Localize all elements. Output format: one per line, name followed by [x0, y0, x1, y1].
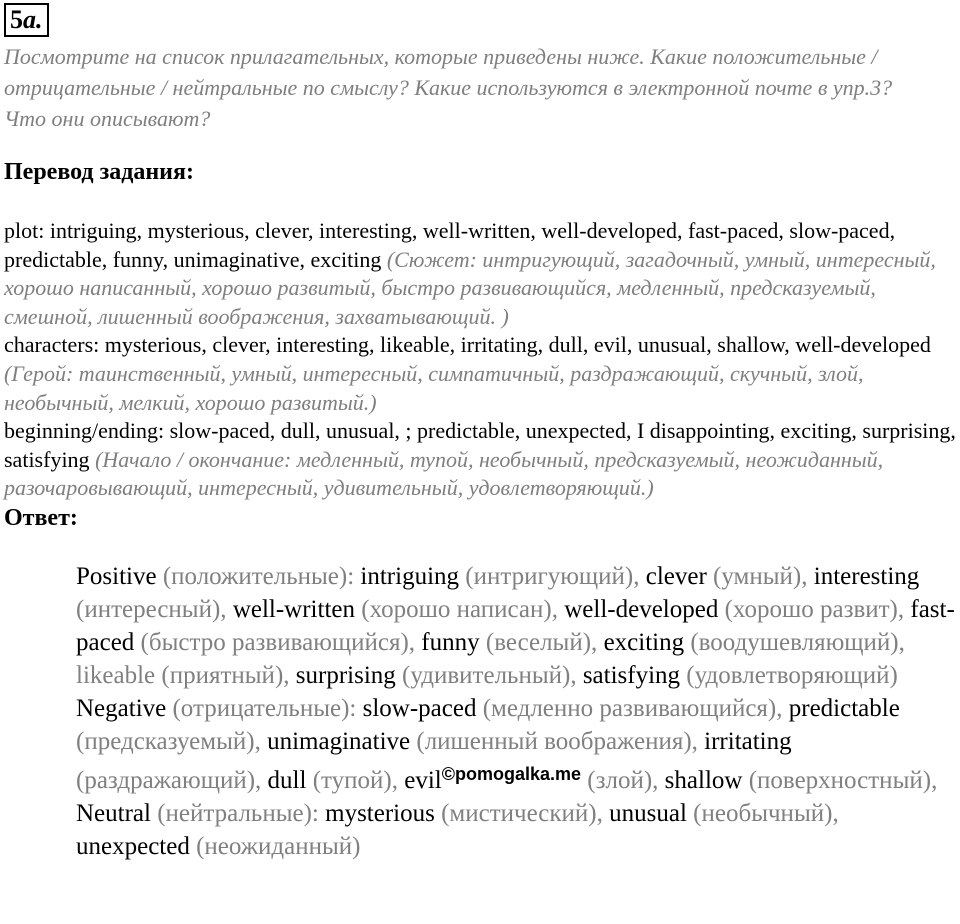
exercise-number: 5 — [10, 5, 23, 34]
answer-word: intriguing — [360, 563, 460, 590]
answer-translation: (поверхностный), — [748, 767, 938, 794]
translation-heading: Перевод задания: — [4, 159, 194, 185]
answer-word: well-developed — [564, 596, 719, 623]
plot-paragraph — [4, 217, 956, 331]
answer-word: surprising — [295, 662, 396, 689]
answer-translation: (быстро развивающийся), — [140, 629, 416, 656]
negative-paragraph — [76, 692, 956, 797]
translation-block — [4, 217, 956, 503]
answer-word: interesting — [813, 563, 920, 590]
exercise-number-badge — [4, 3, 49, 37]
answer-translation: (медленно развивающийся), — [482, 695, 783, 722]
watermark: ©pomogalka.me — [441, 764, 582, 784]
answer-translation: (умный), — [713, 563, 808, 590]
answer-word: slow-paced — [362, 695, 477, 722]
answer-translation: (удивительный), — [402, 662, 577, 689]
answer-translation: (интригующий), — [465, 563, 640, 590]
beginning-paragraph — [4, 417, 956, 503]
answer-heading: Ответ: — [4, 505, 78, 531]
answer-translation: (раздражающий), — [76, 767, 262, 794]
answer-word: mysterious — [325, 800, 435, 827]
characters-english: characters: mysterious, clever, interesting, likeable, irritating, dull, evil, unusual, shallow, well-developed — [4, 332, 931, 358]
answer-block — [76, 560, 956, 863]
answer-translation: (удовлетворяющий) — [686, 662, 898, 689]
exercise-letter: a. — [23, 5, 43, 34]
answer-word: irritating — [704, 728, 792, 755]
answer-translation: (хорошо развит), — [724, 596, 905, 623]
answer-word: predictable — [788, 695, 900, 722]
answer-word: funny — [421, 629, 480, 656]
answer-translation: (интересный), — [76, 596, 227, 623]
answer-translation: (предсказуемый), — [76, 728, 261, 755]
beginning-english: beginning/ending: slow-paced, dull, unusual, ; predictable, unexpected, I disappointing, exciting, surprising, satisfying — [4, 418, 956, 472]
answer-translation: (положительные): — [162, 563, 355, 590]
task-text: Посмотрите на список прилагательных, которые приведены ниже. Какие положительные / отрицательные / нейтральные по смыслу? Какие используются в электронной почте в упр.3? Что они описывают? — [4, 44, 893, 131]
answer-translation: (тупой), — [312, 767, 398, 794]
answer-word: Positive — [76, 563, 157, 590]
answer-word: Negative — [76, 695, 167, 722]
answer-word: satisfying — [582, 662, 681, 689]
answer-word: Neutral — [76, 800, 151, 827]
characters-russian: (Герой: таинственный, умный, интересный, симпатичный, раздражающий, скучный, злой, необычный, мелкий, хорошо развитый.) — [4, 360, 864, 415]
answer-translation: (хорошо написан), — [361, 596, 558, 623]
answer-word: dull — [267, 767, 307, 794]
answer-word: exciting — [603, 629, 685, 656]
answer-word: unusual — [609, 800, 687, 827]
answer-word: shallow — [664, 767, 743, 794]
answer-word: well-written — [232, 596, 355, 623]
answer-translation: (отрицательные): — [172, 695, 357, 722]
characters-paragraph — [4, 331, 956, 417]
answer-translation: (необычный), — [693, 800, 839, 827]
answer-translation: (воодушевляющий), likeable (приятный), — [76, 629, 905, 689]
answer-translation: (нейтральные): — [157, 800, 319, 827]
answer-translation: (веселый), — [485, 629, 598, 656]
answer-word: unimaginative — [267, 728, 411, 755]
answer-word: evil — [404, 767, 442, 794]
answer-translation: (лишенный воображения), — [416, 728, 698, 755]
beginning-russian: (Начало / окончание: медленный, тупой, необычный, предсказуемый, неожиданный, разочаровывающий, интересный, удивительный, удовлетворяющий.) — [4, 446, 884, 501]
positive-paragraph — [76, 560, 956, 692]
answer-word: unexpected — [76, 833, 190, 860]
answer-translation: (мистический), — [441, 800, 603, 827]
answer-translation: (неожиданный) — [196, 833, 361, 860]
neutral-paragraph — [76, 797, 956, 863]
plot-russian: (Сюжет: интригующий, загадочный, умный, интересный, хорошо написанный, хорошо развитый, быстро развивающийся, медленный, предсказуемый, смешной, лишенный воображения, захватывающий. ) — [4, 246, 936, 329]
answer-translation: (злой), — [587, 767, 659, 794]
answer-word: clever — [645, 563, 707, 590]
answer-word: fast-paced — [76, 596, 955, 656]
plot-english: plot: intriguing, mysterious, clever, interesting, well-written, well-developed, fast-paced, slow-paced, predictable, funny, unimaginative, exciting — [4, 218, 896, 272]
